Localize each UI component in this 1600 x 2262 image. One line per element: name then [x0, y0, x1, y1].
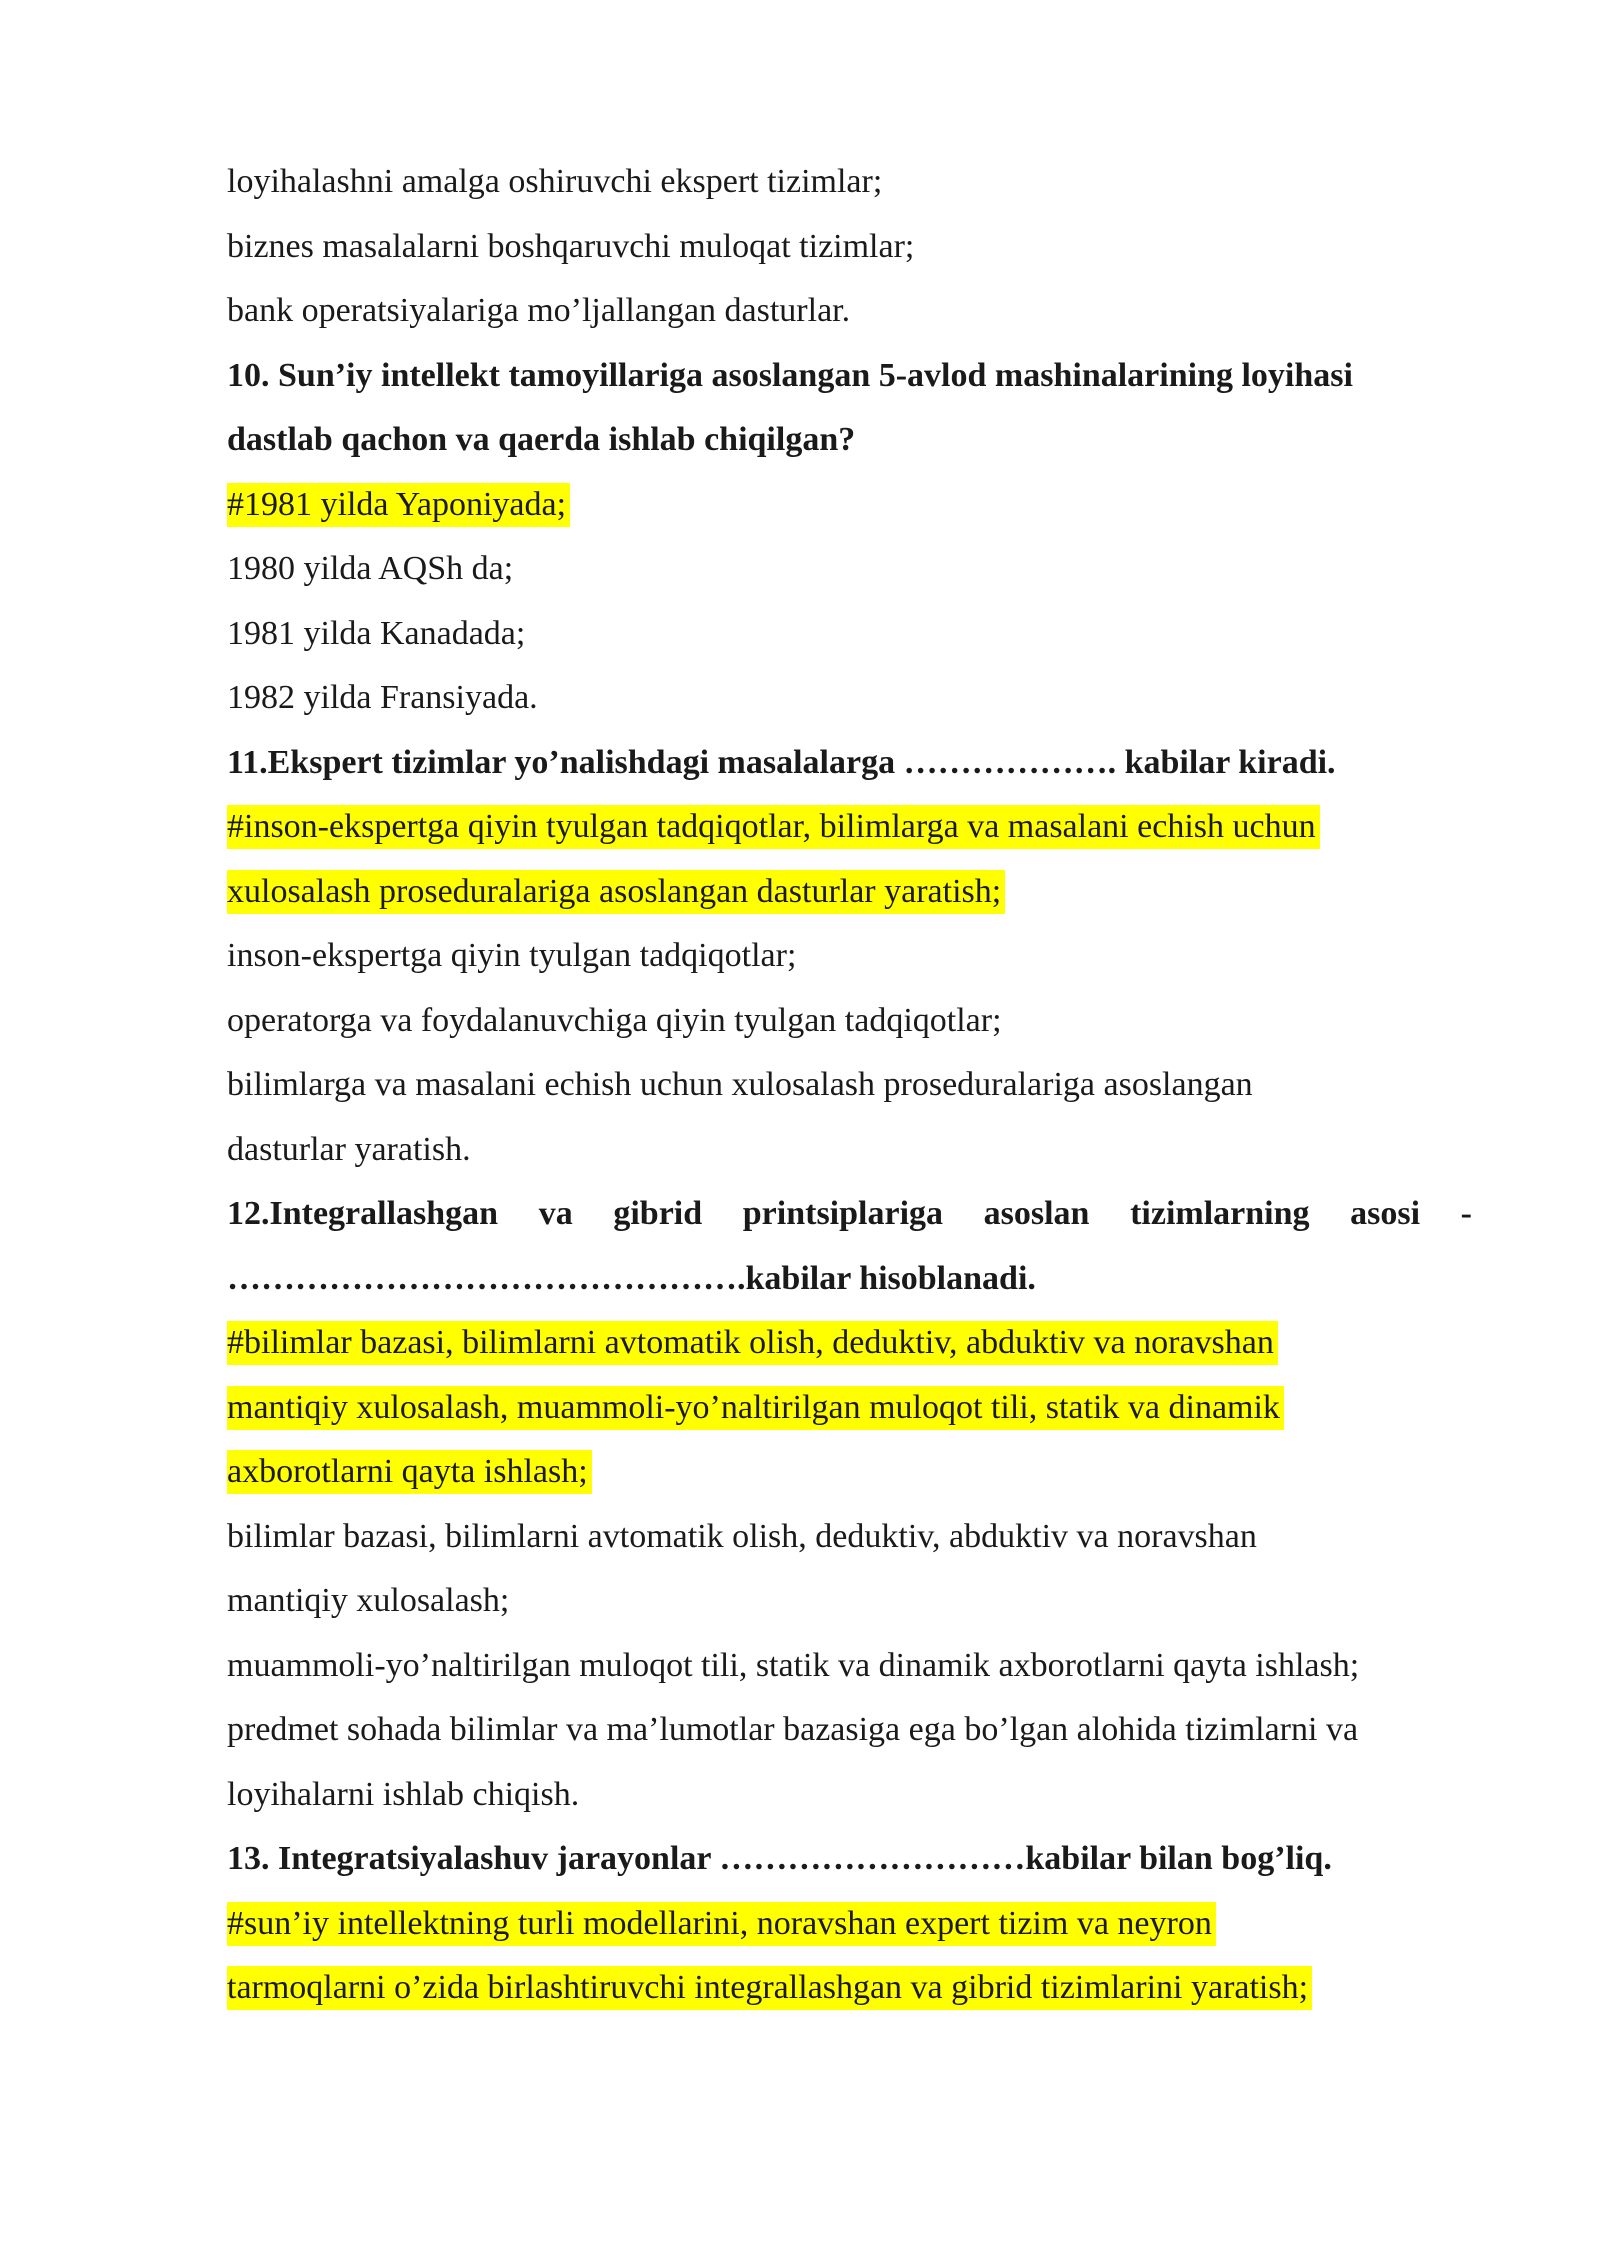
answer-line [227, 1632, 1600, 1697]
answer-line-text: bilimlar bazasi, bilimlarni avtomatik olish, deduktiv, abduktiv va noravshan [227, 1517, 1257, 1555]
correct-answer-line [227, 471, 1600, 536]
answer-line [227, 987, 1600, 1052]
document-page [0, 148, 1600, 2019]
correct-answer-line [227, 1890, 1600, 1955]
answer-line [227, 1051, 1600, 1116]
answer-line [227, 1761, 1600, 1826]
answer-line-text: 1980 yilda AQSh da; [227, 550, 514, 588]
question-line [227, 729, 1600, 794]
answer-line [227, 922, 1600, 987]
answer-line [227, 148, 1600, 213]
question-line [227, 1825, 1600, 1890]
answer-line [227, 277, 1600, 342]
question-line [227, 342, 1600, 407]
answer-line-text: loyihalarni ishlab chiqish. [227, 1775, 580, 1813]
answer-line-text: operatorga va foydalanuvchiga qiyin tyulgan tadqiqotlar; [227, 1001, 1002, 1039]
answer-line-text: biznes masalalarni boshqaruvchi muloqat tizimlar; [227, 227, 915, 265]
answer-line [227, 1696, 1600, 1761]
answer-line-text: loyihalashni amalga oshiruvchi ekspert tizimlar; [227, 163, 883, 201]
answer-line [227, 664, 1600, 729]
correct-answer-line [227, 858, 1600, 923]
question-line-text: dastlab qachon va qaerda ishlab chiqilgan? [227, 421, 856, 459]
answer-line [227, 535, 1600, 600]
answer-line-text: 1981 yilda Kanadada; [227, 614, 526, 652]
correct-answer-line-text: mantiqiy xulosalash, muammoli-yo’naltirilgan muloqot tili, statik va dinamik [227, 1386, 1284, 1430]
correct-answer-line [227, 1438, 1600, 1503]
correct-answer-line-text: #inson-ekspertga qiyin tyulgan tadqiqotlar, bilimlarga va masalani echish uchun [227, 805, 1320, 849]
correct-answer-line-text: tarmoqlarni o’zida birlashtiruvchi integrallashgan va gibrid tizimlarini yaratish; [227, 1966, 1312, 2010]
answer-line [227, 1116, 1600, 1181]
answer-line-text: muammoli-yo’naltirilgan muloqot tili, statik va dinamik axborotlarni qayta ishlash; [227, 1646, 1360, 1684]
correct-answer-line-text: #sun’iy intellektning turli modellarini, noravshan expert tizim va neyron [227, 1902, 1216, 1946]
answer-line-text: predmet sohada bilimlar va ma’lumotlar bazasiga ega bo’lgan alohida tizimlarni va [227, 1711, 1359, 1749]
answer-line-text: mantiqiy xulosalash; [227, 1582, 510, 1620]
correct-answer-line-text: axborotlarni qayta ishlash; [227, 1450, 592, 1494]
answer-line [227, 600, 1600, 665]
answer-line [227, 213, 1600, 278]
answer-line-text: bilimlarga va masalani echish uchun xulosalash proseduralariga asoslangan [227, 1066, 1253, 1104]
correct-answer-line-text: #1981 yilda Yaponiyada; [227, 483, 570, 527]
answer-line-text: inson-ekspertga qiyin tyulgan tadqiqotlar; [227, 937, 797, 975]
question-line-text: 11.Ekspert tizimlar yo’nalishdagi masalalarga ………………. kabilar kiradi. [227, 743, 1336, 781]
answer-line-text: bank operatsiyalariga mo’ljallangan dasturlar. [227, 292, 851, 330]
question-line-text: ……………………………………….kabilar hisoblanadi. [227, 1259, 1036, 1297]
answer-line [227, 1567, 1600, 1632]
answer-line [227, 1503, 1600, 1568]
correct-answer-line [227, 1309, 1600, 1374]
question-line-text: 10. Sun’iy intellekt tamoyillariga asoslangan 5-avlod mashinalarining loyihasi [227, 356, 1353, 394]
correct-answer-line-text: #bilimlar bazasi, bilimlarni avtomatik olish, deduktiv, abduktiv va noravshan [227, 1321, 1278, 1365]
correct-answer-line [227, 1374, 1600, 1439]
correct-answer-line [227, 793, 1600, 858]
question-line [227, 1180, 1472, 1245]
question-line [227, 406, 1600, 471]
question-line-text: 12.Integrallashgan va gibrid printsiplariga asoslan tizimlarning asosi - [227, 1195, 1472, 1233]
question-line [227, 1245, 1600, 1310]
answer-line-text: dasturlar yaratish. [227, 1130, 471, 1168]
question-line-text: 13. Integratsiyalashuv jarayonlar ………………………kabilar bilan bog’liq. [227, 1840, 1332, 1878]
correct-answer-line-text: xulosalash proseduralariga asoslangan dasturlar yaratish; [227, 870, 1005, 914]
correct-answer-line [227, 1954, 1600, 2019]
answer-line-text: 1982 yilda Fransiyada. [227, 679, 538, 717]
